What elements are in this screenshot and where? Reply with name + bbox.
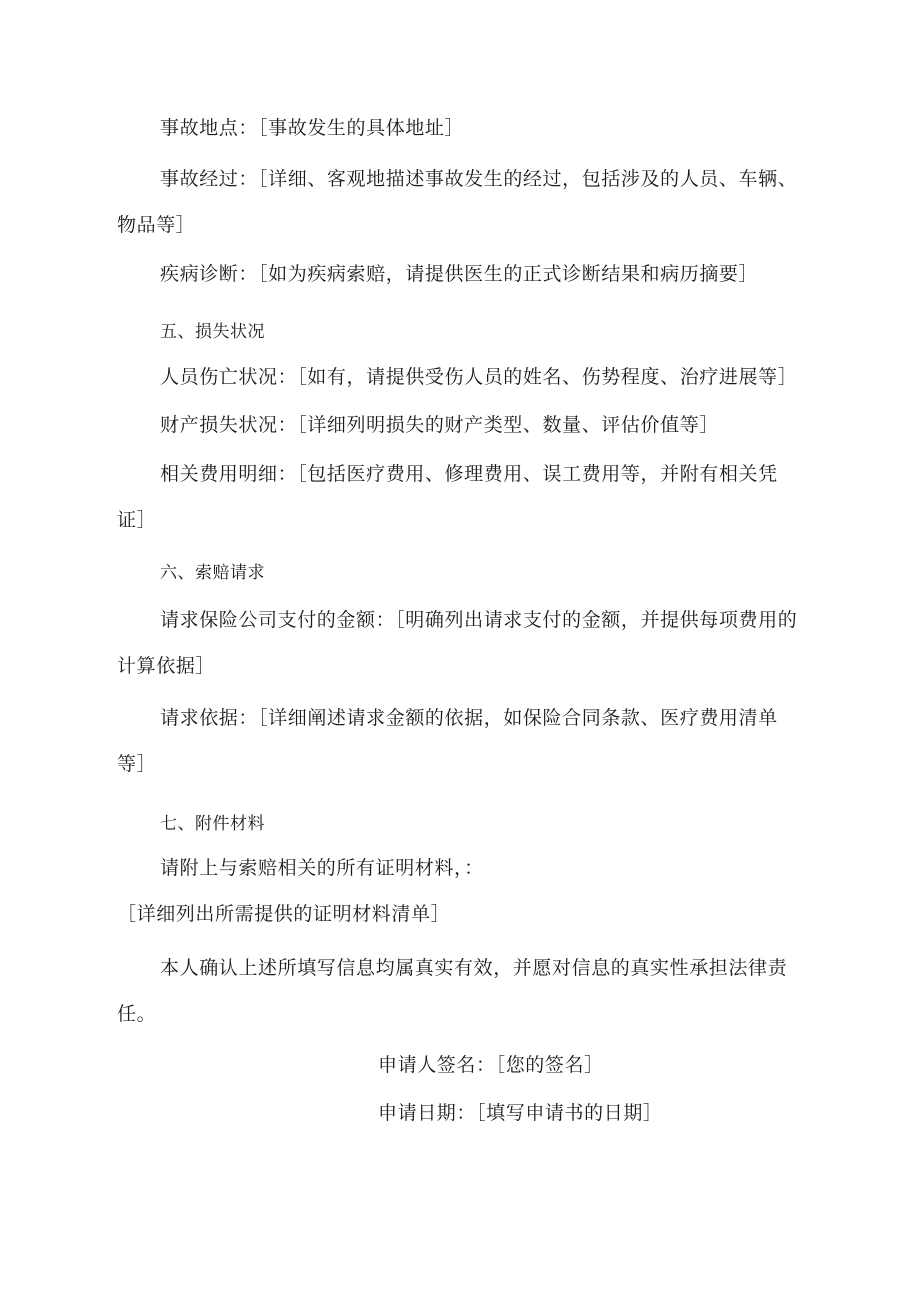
- section-heading-attachments: 七、附件材料: [160, 814, 265, 834]
- field-label: 请求依据：: [160, 707, 259, 729]
- property-loss-field: [117, 402, 807, 448]
- field-placeholder: ［详细列出所需提供的证明材料清单］: [117, 903, 451, 925]
- field-label: 相关费用明细：: [160, 463, 298, 485]
- field-label: 疾病诊断：: [160, 263, 259, 285]
- field-placeholder: ［填写申请书的日期］: [476, 1102, 663, 1124]
- declaration-text: 本人确认上述所填写信息均属真实有效，并愿对信息的真实性承担法律责任。: [117, 957, 788, 1025]
- claim-basis-field: [117, 695, 807, 787]
- field-placeholder: ［详细阐述请求金额的依据，如保险合同条款、医疗费用清单等］: [117, 707, 778, 775]
- field-placeholder: ［详细列明损失的财产类型、数量、评估价值等］: [297, 414, 719, 436]
- accident-process-field: [117, 156, 807, 248]
- field-placeholder: ［详细、客观地描述事故发生的经过，包括涉及的人员、车辆、物品等］: [117, 168, 798, 236]
- field-placeholder: ［您的签名］: [495, 1054, 604, 1076]
- accident-location-field: [117, 105, 807, 151]
- field-placeholder: ［如有，请提供受伤人员的姓名、伤势程度、治疗进展等］: [297, 366, 798, 388]
- field-placeholder: ［包括医疗费用、修理费用、误工费用等，并附有相关凭证］: [117, 463, 778, 531]
- field-placeholder: ［如为疾病索赔，请提供医生的正式诊断结果和病历摘要］: [258, 263, 759, 285]
- field-label: 事故经过：: [160, 168, 259, 190]
- field-label: 事故地点：: [160, 117, 259, 139]
- claim-amount-field: [117, 597, 807, 689]
- applicant-signature-field: [378, 1050, 604, 1080]
- field-label: 请附上与索赔相关的所有证明材料，：: [160, 857, 484, 879]
- application-date-field: [378, 1098, 663, 1128]
- disease-diagnosis-field: [117, 251, 807, 297]
- field-label: 申请日期：: [378, 1102, 477, 1124]
- expense-detail-field: [117, 451, 807, 543]
- casualty-field: [117, 354, 807, 400]
- field-placeholder: ［明确列出请求支付的金额，并提供每项费用的计算依据］: [117, 609, 798, 677]
- field-label: 财产损失状况：: [160, 414, 298, 436]
- field-label: 申请人签名：: [378, 1054, 496, 1076]
- field-placeholder: ［事故发生的具体地址］: [258, 117, 465, 139]
- section-heading-claim: 六、索赔请求: [160, 563, 265, 583]
- field-label: 人员伤亡状况：: [160, 366, 298, 388]
- field-label: 请求保险公司支付的金额：: [160, 609, 396, 631]
- attachments-field: [117, 845, 807, 937]
- section-heading-loss: 五、损失状况: [160, 322, 265, 342]
